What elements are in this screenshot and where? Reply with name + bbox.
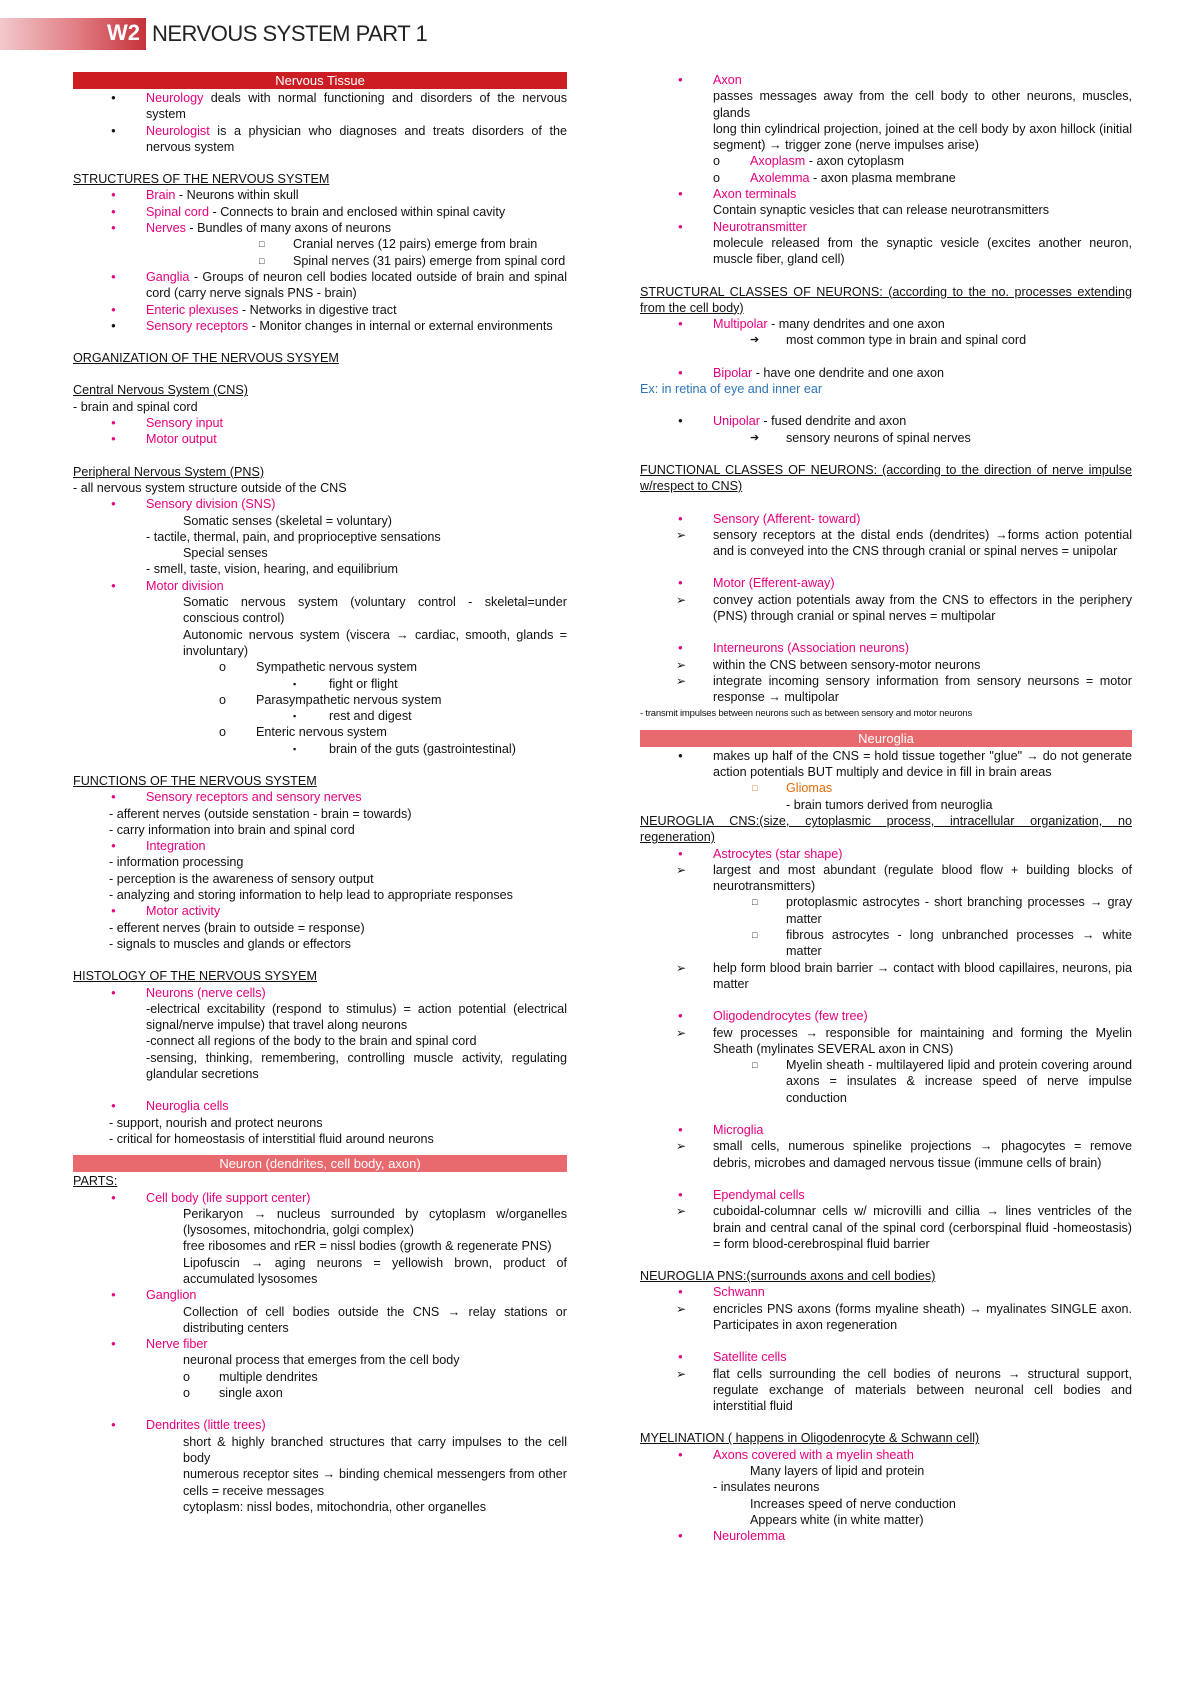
text-line: - tactile, thermal, pain, and proprioceptive sensations xyxy=(146,529,441,544)
page-header xyxy=(0,18,600,50)
text-line: Special senses xyxy=(183,546,268,561)
sub-item: ➔ most common type in brain and spinal cord xyxy=(640,332,1132,348)
text-line: free ribosomes and rER = nissl bodies (growth & regenerate PNS) xyxy=(183,1239,552,1254)
text-line: -connect all regions of the body to the brain and spinal cord xyxy=(146,1034,477,1049)
list-item: ● Bipolar - have one dendrite and one axon xyxy=(640,365,1132,381)
list-item: ● Enteric plexuses - Networks in digestive tract xyxy=(73,302,567,318)
section-heading: ORGANIZATION OF THE NERVOUS SYSYEM xyxy=(73,351,339,366)
sub-sub-item: ▪ brain of the guts (gastrointestinal) xyxy=(73,741,567,757)
text-line: - brain tumors derived from neuroglia xyxy=(786,797,993,812)
text-line: Perikaryon → nucleus surrounded by cytoplasm w/organelles (lysosomes, mitochondria, golgi complex) xyxy=(183,1206,567,1238)
list-item: ● Neuroglia cells xyxy=(73,1098,567,1114)
list-item: ● Motor (Efferent-away) xyxy=(640,575,1132,591)
sub-item: □ Spinal nerves (31 pairs) emerge from spinal cord xyxy=(73,253,567,269)
text-line: - afferent nerves (outside senstation - brain = towards) xyxy=(109,806,412,821)
list-item: ● Cell body (life support center) xyxy=(73,1190,567,1206)
sub-item: □ fibrous astrocytes - long unbranched processes → white matter xyxy=(640,927,1132,960)
sub-item: □ Myelin sheath - multilayered lipid and protein covering around axons = insulates & increase speed of nerve impulse conduction xyxy=(640,1057,1132,1106)
list-item: ● Sensory (Afferent- toward) xyxy=(640,511,1132,527)
text-line: - analyzing and storing information to help lead to appropriate responses xyxy=(109,888,513,903)
section-heading: FUNCTIONS OF THE NERVOUS SYSTEM xyxy=(73,773,317,788)
text-line: Collection of cell bodies outside the CNS → relay stations or distributing centers xyxy=(183,1304,567,1335)
text-line: Increases speed of nerve conduction xyxy=(750,1496,956,1511)
text-line: Lipofuscin → aging neurons = yellowish brown, product of accumulated lysosomes xyxy=(183,1255,567,1286)
section-band-nervous-tissue: Nervous Tissue xyxy=(73,72,567,89)
list-item: ● Satellite cells xyxy=(640,1349,1132,1365)
text-line: - transmit impulses between neurons such as between sensory and motor neurons xyxy=(640,707,973,719)
section-heading: MYELINATION ( happens in Oligodenrocyte & Schwann cell) xyxy=(640,1431,980,1446)
sub-heading: Peripheral Nervous System (PNS) xyxy=(73,464,265,479)
text-line: long thin cylindrical projection, joined at the cell body by axon hillock (initial segment) → trigger zone (nerve impulses arise) xyxy=(713,121,1132,153)
arrow-item: ➢ help form blood brain barrier → contact with blood capillaires, neurons, pia matter xyxy=(640,960,1132,993)
list-item: ● Axons covered with a myelin sheath xyxy=(640,1447,1132,1463)
text-line: numerous receptor sites → binding chemical messengers from other cells = receive messages xyxy=(183,1467,567,1498)
sub-item: □ protoplasmic astrocytes - short branching processes → gray matter xyxy=(640,894,1132,927)
text-line: Somatic senses (skeletal = voluntary) xyxy=(183,513,392,528)
arrow-item: ➢ within the CNS between sensory-motor neurons xyxy=(640,657,1132,673)
text-line: - signals to muscles and glands or effectors xyxy=(109,936,351,951)
section-heading: NEUROGLIA PNS:(surrounds axons and cell bodies) xyxy=(640,1269,936,1284)
section-band-neuron: Neuron (dendrites, cell body, axon) xyxy=(73,1155,567,1172)
section-heading: HISTOLOGY OF THE NERVOUS SYSYEM xyxy=(73,969,318,984)
list-item: ● Dendrites (little trees) xyxy=(73,1417,567,1433)
text-line: Contain synaptic vesicles that can release neurotransmitters xyxy=(713,203,1049,218)
list-item: ● Unipolar - fused dendrite and axon xyxy=(640,413,1132,429)
text-line: - efferent nerves (brain to outside = response) xyxy=(109,920,365,935)
sub-item: □ Gliomas xyxy=(640,780,1132,796)
list-item: ● Neurolemma xyxy=(640,1528,1132,1544)
sub-item: o multiple dendrites xyxy=(73,1369,567,1385)
text-line: - critical for homeostasis of interstitial fluid around neurons xyxy=(109,1131,434,1146)
text-line: - all nervous system structure outside of the CNS xyxy=(73,480,347,495)
list-item: ● Sensory input xyxy=(73,415,567,431)
list-item: ● Motor division xyxy=(73,578,567,594)
list-item: ● Interneurons (Association neurons) xyxy=(640,640,1132,656)
example-line: Ex: in retina of eye and inner ear xyxy=(640,382,823,397)
text-line: Many layers of lipid and protein xyxy=(750,1464,925,1479)
text-line: cytoplasm: nissl bodes, mitochondria, other organelles xyxy=(183,1499,487,1514)
text-line: - carry information into brain and spinal cord xyxy=(109,822,355,837)
text-line: passes messages away from the cell body to other neurons, muscles, glands xyxy=(713,89,1132,120)
list-item: ● Neurotransmitter xyxy=(640,219,1132,235)
text-line: molecule released from the synaptic vesicle (excites another neuron, muscle fiber, gland cell) xyxy=(713,235,1132,267)
sub-item: o Axoplasm - axon cytoplasm xyxy=(640,153,1132,169)
sub-item: □ Cranial nerves (12 pairs) emerge from brain xyxy=(73,236,567,252)
list-item: ● Ganglia - Groups of neuron cell bodies located outside of brain and spinal cord (carry nerve signals PNS - brain) xyxy=(73,269,567,302)
sub-heading: PARTS: xyxy=(73,1174,118,1189)
arrow-item: ➢ cuboidal-columnar cells w/ microvilli and cillia → lines ventricles of the brain and central canal of the spinal cord (cerborspinal fluid -homeostasis) = form blood-cerebrospinal fluid barrier xyxy=(640,1203,1132,1252)
section-heading: FUNCTIONAL CLASSES OF NEURONS: (according to the direction of nerve impulse w/respect to CNS) xyxy=(640,462,1132,494)
list-item: ● Oligodendrocytes (few tree) xyxy=(640,1008,1132,1024)
list-item: ● Sensory division (SNS) xyxy=(73,496,567,512)
list-item: ● Microglia xyxy=(640,1122,1132,1138)
text-line: -electrical excitability (respond to stimulus) = action potential (electrical signal/nerve impulse) that travel along neurons xyxy=(146,1001,567,1033)
sub-heading: Central Nervous System (CNS) xyxy=(73,383,248,398)
sub-item: o Parasympathetic nervous system xyxy=(73,692,567,708)
text-line: Appears white (in white matter) xyxy=(750,1512,924,1527)
text-line: Somatic nervous system (voluntary control - skeletal=under conscious control) xyxy=(183,595,567,626)
section-heading: STRUCTURES OF THE NERVOUS SYSTEM xyxy=(73,172,330,187)
text-line: - support, nourish and protect neurons xyxy=(109,1115,323,1130)
list-item: ● Motor output xyxy=(73,431,567,447)
list-item: ● Axon xyxy=(640,72,1132,88)
list-item: ● Schwann xyxy=(640,1284,1132,1300)
list-item: ● Integration xyxy=(73,838,567,854)
list-item: ● Spinal cord - Connects to brain and enclosed within spinal cavity xyxy=(73,204,567,220)
list-item: ● Axon terminals xyxy=(640,186,1132,202)
sub-sub-item: ▪ rest and digest xyxy=(73,708,567,724)
arrow-item: ➢ convey action potentials away from the CNS to effectors in the periphery (PNS) through cranial or spinal nerves = multipolar xyxy=(640,592,1132,625)
left-column xyxy=(73,72,567,1515)
list-item: ● Nerves - Bundles of many axons of neurons xyxy=(73,220,567,236)
arrow-item: ➢ flat cells surrounding the cell bodies of neurons → structural support, regulate exchange of materials between neuronal cell bodies and interstitial fluid xyxy=(640,1366,1132,1415)
list-item: ● Multipolar - many dendrites and one axon xyxy=(640,316,1132,332)
section-heading: NEUROGLIA CNS:(size, cytoplasmic process, intracellular organization, no regeneration) xyxy=(640,813,1132,845)
text-line: - perception is the awareness of sensory output xyxy=(109,871,374,886)
text-line: neuronal process that emerges from the cell body xyxy=(183,1353,460,1368)
sub-item: o single axon xyxy=(73,1385,567,1401)
text-line: short & highly branched structures that carry impulses to the cell body xyxy=(183,1434,567,1465)
list-item: ● Astrocytes (star shape) xyxy=(640,846,1132,862)
sub-item: o Sympathetic nervous system xyxy=(73,659,567,675)
section-heading: STRUCTURAL CLASSES OF NEURONS: (according to the no. processes extending from the cell body) xyxy=(640,284,1132,315)
list-item: ● Neurologist is a physician who diagnoses and treats disorders of the nervous system xyxy=(73,123,567,156)
right-column xyxy=(640,72,1132,1545)
list-item: ● Nerve fiber xyxy=(73,1336,567,1352)
text-line: - information processing xyxy=(109,855,244,870)
arrow-item: ➢ integrate incoming sensory information from sensory neursons = motor response → multipolar xyxy=(640,673,1132,706)
page-title: NERVOUS SYSTEM PART 1 xyxy=(152,21,428,46)
week-tag: W2 xyxy=(0,18,146,50)
arrow-item: ➢ small cells, numerous spinelike projections → phagocytes = remove debris, microbes and damaged nervous tissue (immune cells of brain) xyxy=(640,1138,1132,1171)
list-item: ● Sensory receptors - Monitor changes in internal or external environments xyxy=(73,318,567,334)
text-line: -sensing, thinking, remembering, controlling muscle activity, regulating glandular secretions xyxy=(146,1050,567,1082)
list-item: ● Ganglion xyxy=(73,1287,567,1303)
arrow-item: ➢ few processes → responsible for maintaining and forming the Myelin Sheath (mylinates SEVERAL axon in CNS) xyxy=(640,1025,1132,1058)
arrow-item: ➢ sensory receptors at the distal ends (dendrites) →forms action potential and is conveyed into the CNS through cranial or spinal nerves = unipolar xyxy=(640,527,1132,560)
text-line: - smell, taste, vision, hearing, and equilibrium xyxy=(146,562,398,577)
list-item: ● Motor activity xyxy=(73,903,567,919)
arrow-item: ➢ largest and most abundant (regulate blood flow + building blocks of neurotransmitters) xyxy=(640,862,1132,895)
text-line: Autonomic nervous system (viscera → cardiac, smooth, glands = involuntary) xyxy=(183,627,567,658)
sub-sub-item: ▪ fight or flight xyxy=(73,676,567,692)
list-item: ● Neurons (nerve cells) xyxy=(73,985,567,1001)
arrow-item: ➢ encricles PNS axons (forms myaline sheath) → myalinates SINGLE axon. Participates in axon regeneration xyxy=(640,1301,1132,1334)
text-line: - insulates neurons xyxy=(713,1480,820,1495)
list-item: ● Sensory receptors and sensory nerves xyxy=(73,789,567,805)
sub-item: o Enteric nervous system xyxy=(73,724,567,740)
list-item: ● Ependymal cells xyxy=(640,1187,1132,1203)
list-item: ● Brain - Neurons within skull xyxy=(73,187,567,203)
text-line: - brain and spinal cord xyxy=(73,399,198,414)
sub-item: ➔ sensory neurons of spinal nerves xyxy=(640,430,1132,446)
list-item: ● makes up half of the CNS = hold tissue together "glue" → do not generate action potentials BUT multiply and device in fill in brain areas xyxy=(640,748,1132,781)
section-band-neuroglia: Neuroglia xyxy=(640,730,1132,747)
list-item: ● Neurology deals with normal functioning and disorders of the nervous system xyxy=(73,90,567,123)
sub-item: o Axolemma - axon plasma membrane xyxy=(640,170,1132,186)
